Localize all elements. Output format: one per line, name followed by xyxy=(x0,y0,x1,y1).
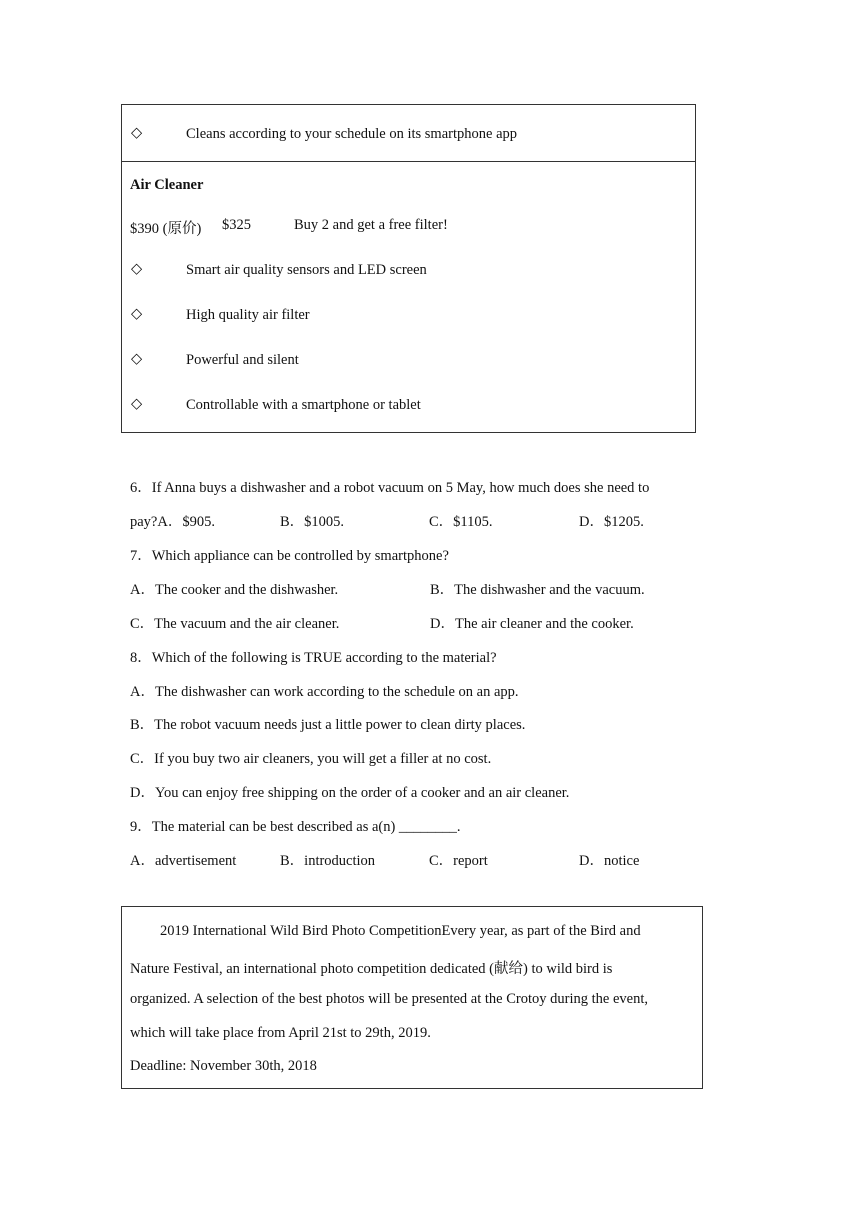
question-7-option-a: A．The cooker and the dishwasher. xyxy=(130,582,339,598)
question-6-option-a: pay?A．$905. xyxy=(130,514,215,530)
diamond-bullet-icon: ◇ xyxy=(131,351,143,367)
question-7-option-b: B．The dishwasher and the vacuum. xyxy=(430,582,645,598)
passage-line: which will take place from April 21st to 29th, 2019. xyxy=(130,1025,431,1041)
passage-line: 2019 International Wild Bird Photo CompetitionEvery year, as part of the Bird and xyxy=(160,923,641,939)
question-9-option-a: A．advertisement xyxy=(130,853,237,869)
table-divider xyxy=(122,161,695,162)
passage-line: Nature Festival, an international photo competition dedicated (献给) to wild bird is xyxy=(130,961,613,977)
diamond-bullet-icon: ◇ xyxy=(131,125,143,141)
feature-text: Controllable with a smartphone or tablet xyxy=(186,397,421,413)
feature-schedule-text: Cleans according to your schedule on its smartphone app xyxy=(186,126,518,142)
question-9-option-c: C．report xyxy=(429,853,488,869)
question-8-option-c: C．If you buy two air cleaners, you will get a filler at no cost. xyxy=(130,751,492,767)
diamond-bullet-icon: ◇ xyxy=(131,261,143,277)
question-9-option-d: D．notice xyxy=(579,853,640,869)
question-6-stem: 6．If Anna buys a dishwasher and a robot vacuum on 5 May, how much does she need to xyxy=(130,480,650,496)
question-7-stem: 7．Which appliance can be controlled by smartphone? xyxy=(130,548,449,564)
air-cleaner-title: Air Cleaner xyxy=(130,177,204,193)
question-7-option-d: D．The air cleaner and the cooker. xyxy=(430,616,634,632)
diamond-bullet-icon: ◇ xyxy=(131,396,143,412)
question-6-option-d: D．$1205. xyxy=(579,514,644,530)
question-8-option-d: D．You can enjoy free shipping on the order of a cooker and an air cleaner. xyxy=(130,785,570,801)
question-8-stem: 8．Which of the following is TRUE according to the material? xyxy=(130,650,497,666)
question-8-option-b: B．The robot vacuum needs just a little power to clean dirty places. xyxy=(130,717,526,733)
passage-line: organized. A selection of the best photos will be presented at the Crotoy during the event, xyxy=(130,991,648,1007)
question-9-stem: 9．The material can be best described as a(n) ________. xyxy=(130,819,461,835)
feature-text: Powerful and silent xyxy=(186,352,299,368)
diamond-bullet-icon: ◇ xyxy=(131,306,143,322)
sale-price: $325 xyxy=(222,217,251,233)
passage-box xyxy=(121,906,703,1089)
feature-text: High quality air filter xyxy=(186,307,310,323)
question-6-option-c: C．$1105. xyxy=(429,514,493,530)
passage-deadline: Deadline: November 30th, 2018 xyxy=(130,1058,317,1074)
feature-text: Smart air quality sensors and LED screen xyxy=(186,262,427,278)
question-6-option-b: B．$1005. xyxy=(280,514,345,530)
question-9-option-b: B．introduction xyxy=(280,853,376,869)
question-8-option-a: A．The dishwasher can work according to the schedule on an app. xyxy=(130,684,519,700)
offer-text: Buy 2 and get a free filter! xyxy=(294,217,448,233)
original-price: $390 (原价) xyxy=(130,221,202,237)
question-7-option-c: C．The vacuum and the air cleaner. xyxy=(130,616,340,632)
product-table xyxy=(121,104,696,433)
